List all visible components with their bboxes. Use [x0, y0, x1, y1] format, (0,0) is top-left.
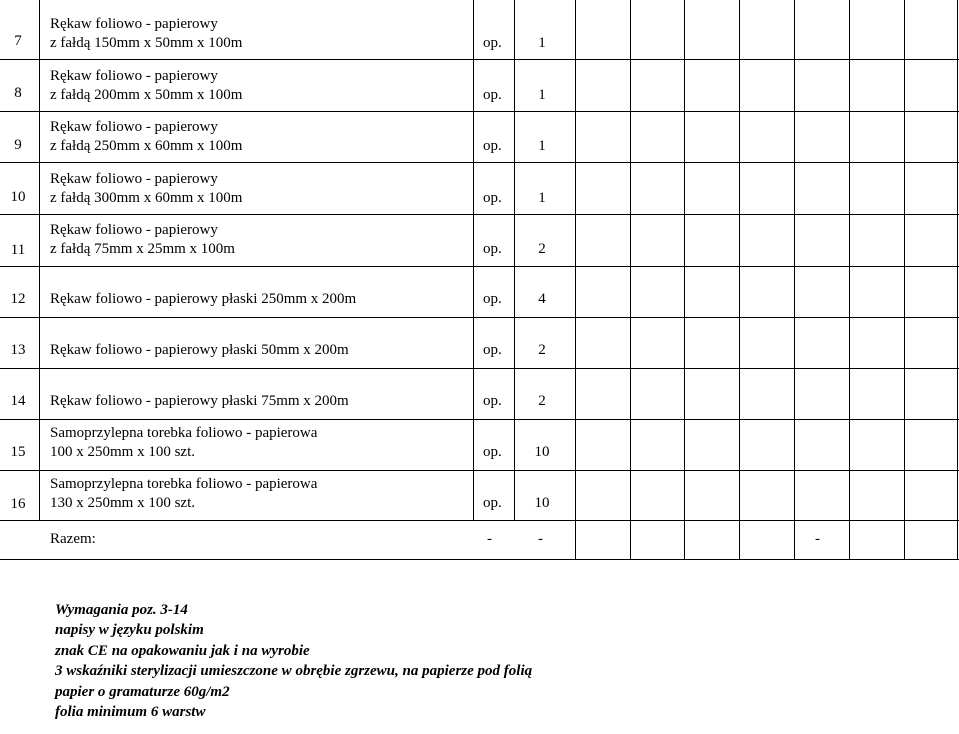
col-line [904, 0, 905, 560]
unit: op. [483, 444, 502, 460]
row-line [0, 111, 959, 112]
item-name-line1: Samoprzylepna torebka foliowo - papierowa [50, 425, 318, 441]
row-number: 15 [10, 444, 26, 460]
total-dash: - [815, 531, 820, 547]
quantity: 10 [534, 444, 550, 460]
row-number: 7 [14, 33, 22, 49]
col-line [630, 0, 631, 560]
item-name-line1: Rękaw foliowo - papierowy płaski 250mm x 200m [50, 291, 357, 307]
item-name-line1: Rękaw foliowo - papierowy [50, 222, 218, 238]
unit: op. [483, 138, 502, 154]
requirement-item: 3 wskaźniki sterylizacji umieszczone w obrębie zgrzewu, na papierze pod folią [55, 663, 533, 680]
quantity: 2 [538, 342, 546, 358]
item-name-line2: z fałdą 300mm x 60mm x 100m [50, 190, 243, 206]
unit: op. [483, 241, 502, 257]
unit: op. [483, 87, 502, 103]
unit: op. [483, 342, 502, 358]
unit: op. [483, 495, 502, 511]
requirements-title: Wymagania poz. 3-14 [55, 602, 188, 618]
unit: op. [483, 393, 502, 409]
row-line [0, 470, 959, 471]
row-number: 8 [14, 85, 22, 101]
item-name-line2: 130 x 250mm x 100 szt. [50, 495, 195, 511]
quantity: 1 [538, 190, 546, 206]
row-number: 13 [10, 342, 26, 358]
quantity: 4 [538, 291, 546, 307]
row-line [0, 520, 959, 521]
requirement-item: papier o gramaturze 60g/m2 [55, 683, 230, 700]
quantity: 1 [538, 35, 546, 51]
item-name-line1: Samoprzylepna torebka foliowo - papierowa [50, 476, 318, 492]
col-line [39, 0, 40, 520]
item-name-line2: z fałdą 75mm x 25mm x 100m [50, 241, 235, 257]
unit: op. [483, 291, 502, 307]
unit: op. [483, 35, 502, 51]
requirements-notes [55, 600, 532, 722]
item-name-line1: Rękaw foliowo - papierowy płaski 50mm x 200m [50, 342, 349, 358]
requirement-item: znak CE na opakowaniu jak i na wyrobie [55, 642, 310, 659]
unit: op. [483, 190, 502, 206]
item-name-line1: Rękaw foliowo - papierowy [50, 68, 218, 84]
item-name-line1: Rękaw foliowo - papierowy [50, 171, 218, 187]
row-line [0, 368, 959, 369]
col-line [849, 0, 850, 560]
quantity: 2 [538, 241, 546, 257]
item-name-line1: Rękaw foliowo - papierowy płaski 75mm x 200m [50, 393, 349, 409]
row-line [0, 59, 959, 60]
requirement-item: folia minimum 6 warstw [55, 704, 206, 721]
row-number: 16 [10, 496, 26, 512]
row-line [0, 266, 959, 267]
row-number: 9 [14, 137, 22, 153]
row-line [0, 317, 959, 318]
item-name-line1: Rękaw foliowo - papierowy [50, 16, 218, 32]
row-number: 12 [10, 291, 26, 307]
row-line [0, 559, 959, 560]
col-line [473, 0, 474, 520]
item-name-line2: z fałdą 200mm x 50mm x 100m [50, 87, 243, 103]
total-dash: - [487, 531, 492, 547]
row-number: 10 [10, 189, 26, 205]
quantity: 10 [534, 495, 550, 511]
row-line [0, 419, 959, 420]
quantity: 1 [538, 87, 546, 103]
item-name-line2: z fałdą 250mm x 60mm x 100m [50, 138, 243, 154]
col-line [957, 0, 958, 560]
row-line [0, 214, 959, 215]
col-line [739, 0, 740, 560]
item-name-line2: 100 x 250mm x 100 szt. [50, 444, 195, 460]
row-number: 11 [10, 242, 26, 258]
total-dash: - [538, 531, 543, 547]
col-line [794, 0, 795, 560]
item-name-line1: Rękaw foliowo - papierowy [50, 119, 218, 135]
requirement-item: napisy w języku polskim [55, 622, 204, 639]
col-line [514, 0, 515, 520]
row-line [0, 162, 959, 163]
quantity: 1 [538, 138, 546, 154]
col-line [684, 0, 685, 560]
item-name-line2: z fałdą 150mm x 50mm x 100m [50, 35, 243, 51]
quantity: 2 [538, 393, 546, 409]
total-label: Razem: [50, 531, 96, 547]
row-number: 14 [10, 393, 26, 409]
col-line [575, 0, 576, 560]
